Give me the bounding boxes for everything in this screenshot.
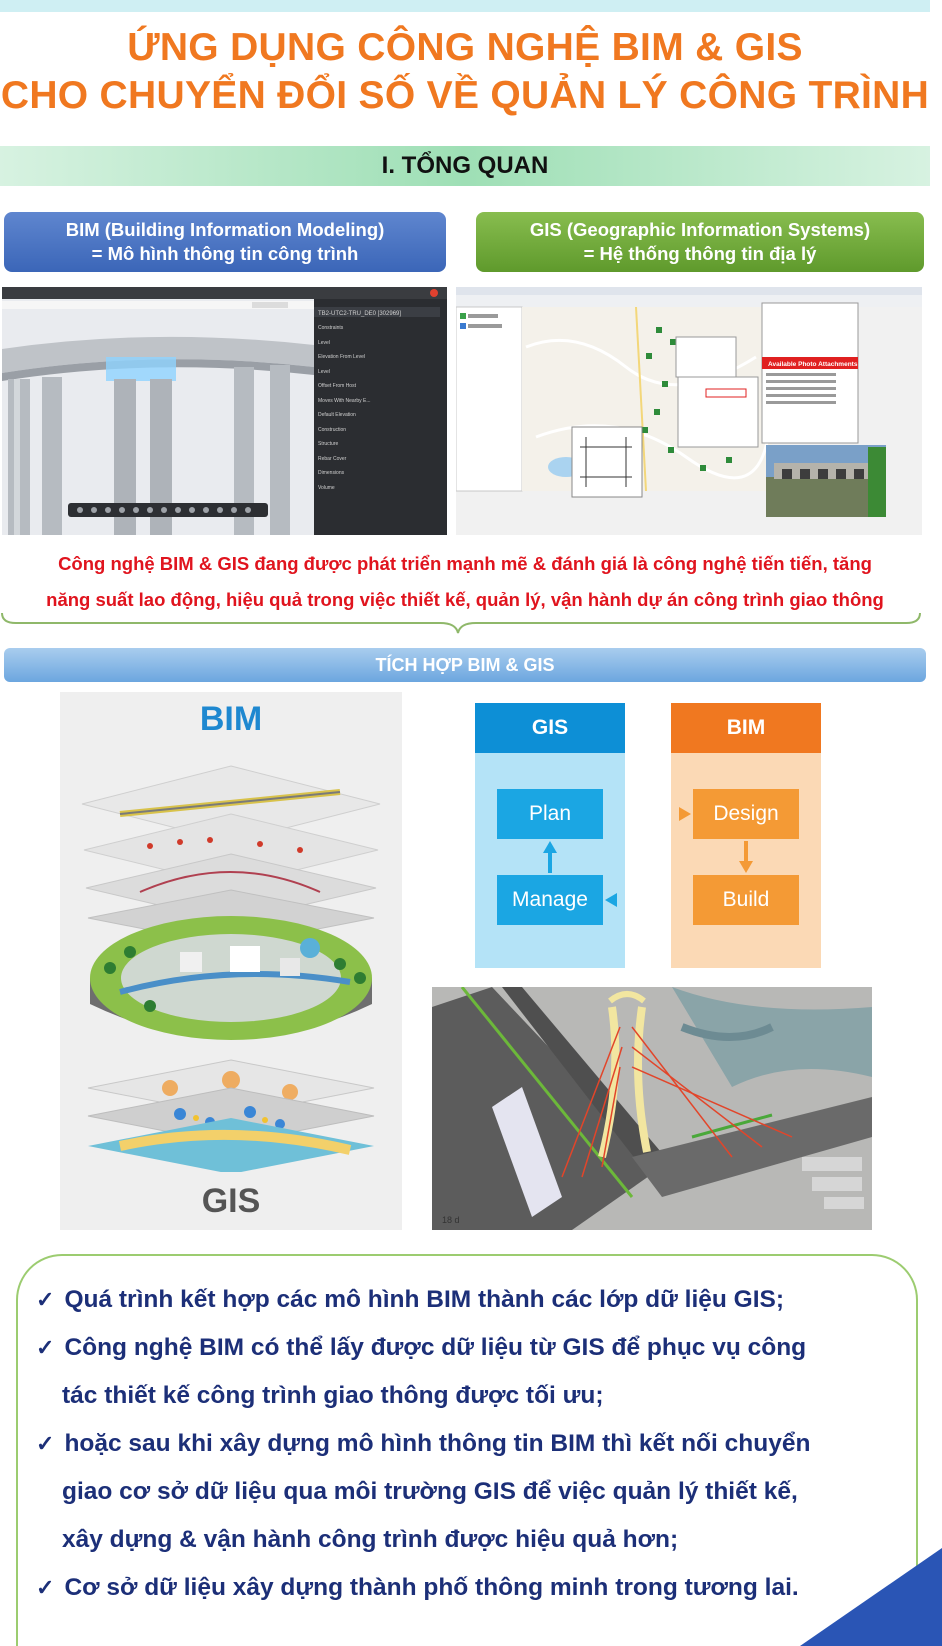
title-line-1: ỨNG DỤNG CÔNG NGHỆ BIM & GIS (127, 26, 803, 69)
bim-definition-line-2: = Mô hình thông tin công trình (91, 243, 359, 264)
checkmark-icon: ✓ (36, 1575, 55, 1600)
integration-heading: TÍCH HỢP BIM & GIS (4, 648, 926, 682)
design-step: Design (693, 789, 799, 839)
bracket-divider (0, 613, 930, 635)
checkmark-icon: ✓ (36, 1431, 55, 1456)
bim-property-row: Level (318, 368, 330, 375)
gis-software-screenshot (456, 287, 922, 535)
gis-map-illustration (456, 287, 922, 535)
bim-property-row: Construction (318, 426, 347, 433)
title-line-2: CHO CHUYỂN ĐỔI SỐ VỀ QUẢN LÝ CÔNG TRÌNH (0, 74, 930, 117)
bim-property-row: Volume (318, 484, 335, 491)
stack-bottom-label: GIS (201, 1182, 261, 1220)
gis-bim-workflow (475, 703, 836, 968)
bim-property-row: Moves With Nearby E... (318, 397, 371, 404)
bim-panel-header: TB2-UTC2-TRU_DE0 [302969] (318, 311, 402, 317)
bullet-text: Công nghệ BIM có thể lấy được dữ liệu từ GIS để phục vụ công (64, 1334, 807, 1361)
checkmark-icon: ✓ (36, 1287, 55, 1312)
gis-definition-line-2: = Hệ thống thông tin địa lý (583, 243, 817, 264)
bim-property-row: Dimensions (318, 470, 345, 476)
bullet-text: Cơ sở dữ liệu xây dựng thành phố thông minh trong tương lai. (64, 1574, 799, 1601)
highlight-line-1: Công nghệ BIM & GIS đang được phát triển mạnh mẽ & đánh giá là công nghệ tiến tiến, tăng (58, 553, 872, 574)
top-decorative-strip (0, 0, 930, 12)
section-heading: I. TỔNG QUAN (0, 146, 930, 186)
bim-software-screenshot (2, 287, 447, 535)
bullet-text: Quá trình kết hợp các mô hình BIM thành các lớp dữ liệu GIS; (64, 1286, 785, 1313)
bullet-item (36, 1324, 896, 1420)
bullet-continuation: xây dựng & vận hành công trình được hiệu quả hơn; (62, 1526, 679, 1553)
bim-property-row: Structure (318, 441, 339, 447)
render-scale-label: 18 d (442, 1215, 460, 1225)
bridge-render-illustration (432, 987, 872, 1230)
plan-step: Plan (497, 789, 603, 839)
summary-bullets (36, 1276, 896, 1612)
bim-column-header: BIM (671, 703, 821, 753)
bullet-item (36, 1420, 896, 1564)
gis-definition-line-1: GIS (Geographic Information Systems) (529, 219, 871, 240)
bim-properties-list (318, 321, 438, 495)
arrow-left-icon (605, 893, 617, 907)
arrow-up-icon (543, 841, 557, 853)
highlight-statement (0, 546, 930, 618)
bullet-item (36, 1564, 896, 1612)
bim-property-row: Offset From Host (318, 383, 356, 389)
arrow-right-icon (679, 807, 691, 821)
workflow-arrows (475, 703, 836, 968)
bullet-continuation: tác thiết kế công trình giao thông được tối ưu; (62, 1382, 604, 1409)
manage-step: Manage (497, 875, 603, 925)
bim-definition-box (4, 212, 446, 272)
stack-top-label: BIM (199, 700, 263, 738)
highlight-line-2: năng suất lao động, hiệu quả trong việc thiết kế, quản lý, vận hành dự án công trình giao thông (46, 589, 884, 610)
bim-property-row: Rebar Cover (318, 455, 347, 462)
gis-column-header: GIS (475, 703, 625, 753)
bullet-item (36, 1276, 896, 1324)
bim-property-row: Elevation From Level (318, 354, 365, 360)
gis-definition-box (476, 212, 924, 272)
bullet-text: hoặc sau khi xây dựng mô hình thông tin BIM thì kết nối chuyển (64, 1430, 811, 1457)
bridge-3d-render (432, 987, 872, 1230)
bullet-continuation: giao cơ sở dữ liệu qua môi trường GIS để việc quản lý thiết kế, (62, 1478, 798, 1505)
bim-property-row: Constraints (318, 325, 344, 331)
build-step: Build (693, 875, 799, 925)
bim-gis-layer-stack (60, 692, 402, 1230)
arrow-down-icon (739, 861, 753, 873)
layer-stack-illustration (60, 742, 402, 1172)
bim-property-row: Default Elevation (318, 412, 356, 418)
page-title (0, 24, 930, 120)
bim-definition-line-1: BIM (Building Information Modeling) (65, 219, 385, 240)
checkmark-icon: ✓ (36, 1335, 55, 1360)
bim-property-row: Level (318, 339, 330, 346)
gis-popup-title: Available Photo Attachments (768, 361, 858, 368)
